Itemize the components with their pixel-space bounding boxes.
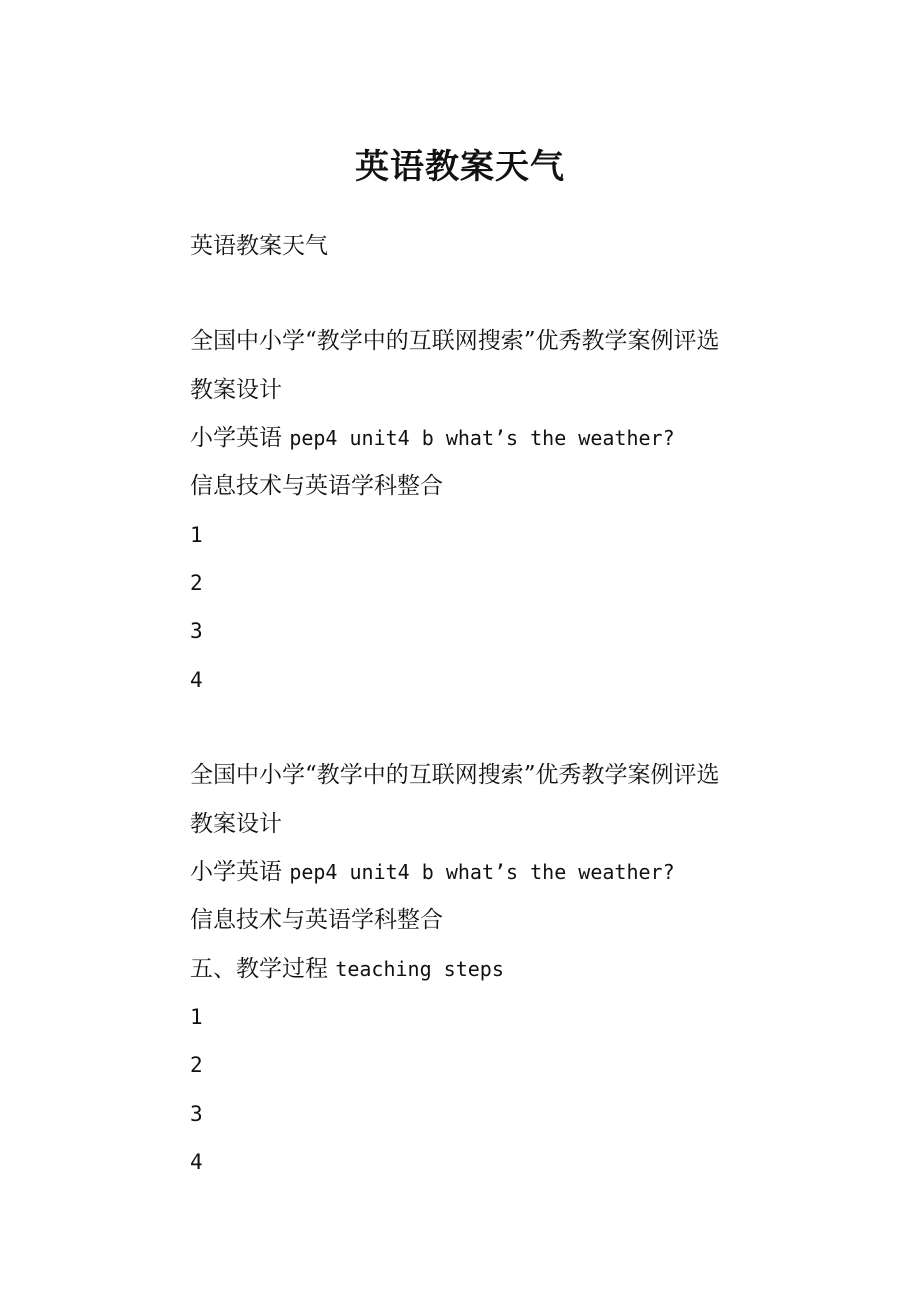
section2-item-2: 2	[190, 1053, 203, 1077]
section2-steps-en: teaching steps	[335, 957, 504, 981]
section2-course-line	[190, 856, 675, 888]
section1-item-3: 3	[190, 619, 203, 643]
section1-item-1: 1	[190, 523, 203, 547]
document-title: 英语教案天气	[355, 147, 565, 187]
section1-integration-line: 信息技术与英语学科整合	[190, 473, 443, 499]
section1-course-cn: 小学英语	[190, 425, 282, 451]
section2-item-3: 3	[190, 1102, 203, 1126]
section2-item-4: 4	[190, 1150, 203, 1174]
section1-item-2: 2	[190, 571, 203, 595]
section1-item-4: 4	[190, 668, 203, 692]
section2-integration-line: 信息技术与英语学科整合	[190, 907, 443, 933]
section2-item-1: 1	[190, 1005, 203, 1029]
section2-steps-heading	[190, 953, 504, 985]
document-subtitle: 英语教案天气	[190, 233, 328, 259]
section2-design-label: 教案设计	[190, 811, 282, 837]
section2-course-en: pep4 unit4 b what’s the weather?	[289, 860, 675, 884]
section1-course-line	[190, 422, 675, 454]
section2-steps-cn: 五、教学过程	[190, 956, 328, 982]
section1-heading: 全国中小学“教学中的互联网搜索”优秀教学案例评选	[190, 328, 720, 354]
section1-course-en: pep4 unit4 b what’s the weather?	[289, 426, 675, 450]
section1-design-label: 教案设计	[190, 377, 282, 403]
section2-heading: 全国中小学“教学中的互联网搜索”优秀教学案例评选	[190, 762, 720, 788]
section2-course-cn: 小学英语	[190, 859, 282, 885]
